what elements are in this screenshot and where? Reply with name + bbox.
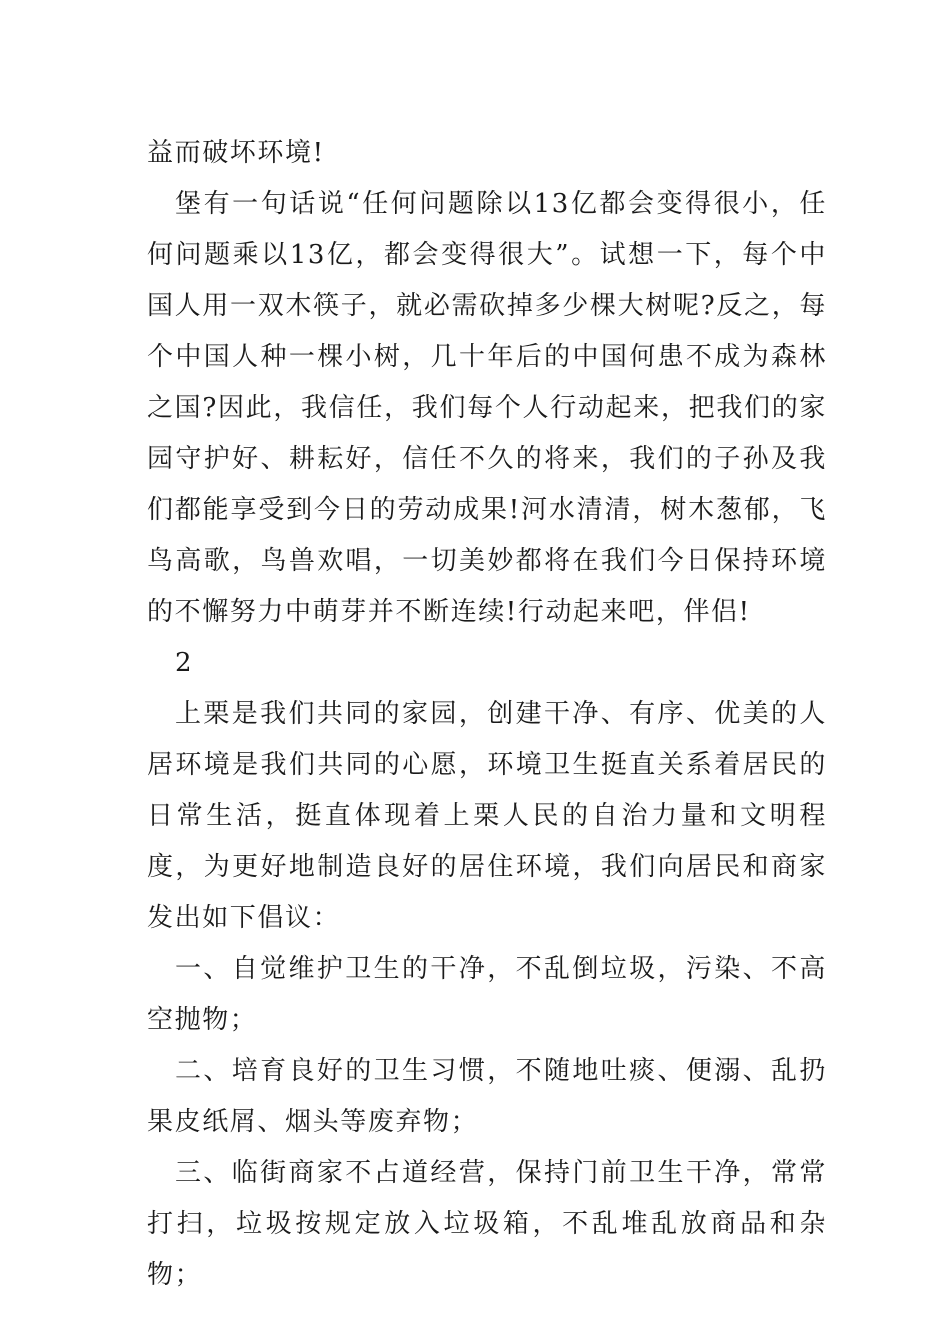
list-item-2: 二、培育良好的卫生习惯，不随地吐痰、便溺、乱扔果皮纸屑、烟头等废弃物； xyxy=(147,1056,827,1137)
paragraph-intro: 上栗是我们共同的家园，创建干净、有序、优美的人居环境是我们共同的心愿，环境卫生挺直关系着居民的日常生活，挺直体现着上栗人民的自治力量和文明程度，为更好地制造良好的居住环境，我们向居民和商家发出如下倡议： xyxy=(147,699,827,933)
document-body xyxy=(147,128,827,1301)
section-number: 2 xyxy=(175,648,194,678)
list-item-3: 三、临街商家不占道经营，保持门前卫生干净，常常打扫，垃圾按规定放入垃圾箱，不乱堆乱放商品和杂物； xyxy=(147,1158,827,1290)
paragraph-fragment: 益而破坏环境! xyxy=(147,138,325,168)
list-item-1: 一、自觉维护卫生的干净，不乱倒垃圾，污染、不高空抛物； xyxy=(147,954,827,1035)
paragraph-quote: 堡有一句话说“任何问题除以13亿都会变得很小，任何问题乘以13亿，都会变得很大”。试想一下，每个中国人用一双木筷子，就必需砍掉多少棵大树呢?反之，每个中国人种一棵小树，几十年后的中国何患不成为森林之国?因此，我信任，我们每个人行动起来，把我们的家园守护好、耕耘好，信任不久的将来，我们的子孙及我们都能享受到今日的劳动成果!河水清清，树木葱郁，飞鸟高歌，鸟兽欢唱，一切美妙都将在我们今日保持环境的不懈努力中萌芽并不断连续!行动起来吧，伴侣! xyxy=(147,189,827,627)
